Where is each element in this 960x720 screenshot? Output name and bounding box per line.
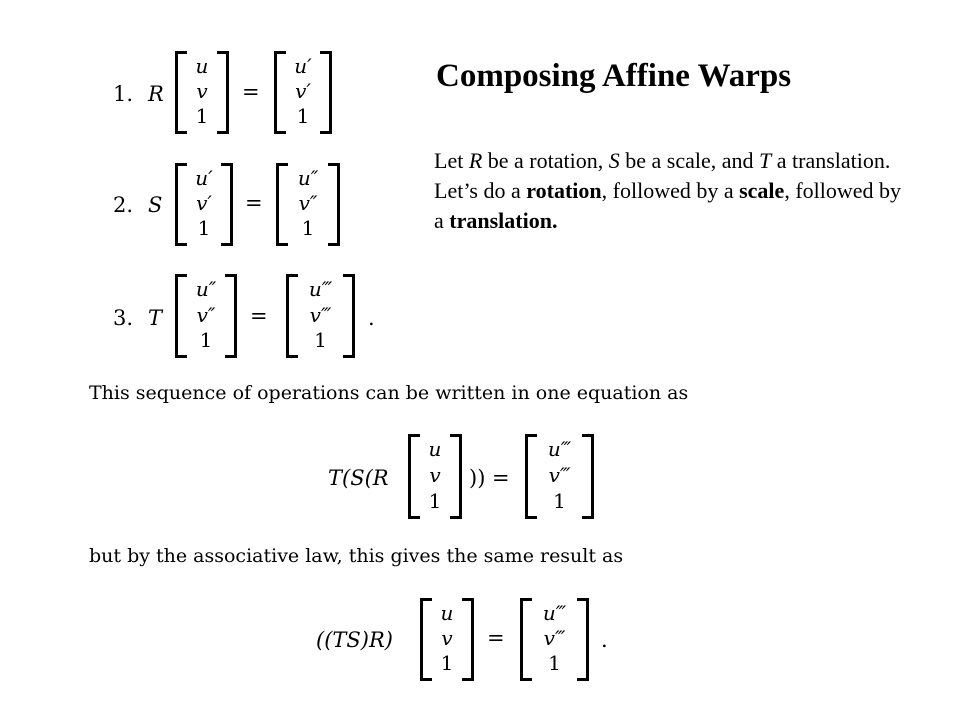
- matrix-cell: v: [196, 79, 208, 103]
- matrix-cell: u: [428, 437, 442, 461]
- matrix-cell: v‴: [543, 626, 566, 650]
- equation-number: 2.: [113, 193, 134, 217]
- matrix-lhs: [175, 51, 229, 134]
- body-sentence-2: but by the associative law, this gives the same result as: [89, 545, 624, 567]
- matrix-cell: u′: [294, 54, 312, 78]
- matrix-lhs: [420, 598, 474, 681]
- equation-number: 1.: [113, 82, 134, 106]
- matrix-cell: v′: [196, 191, 212, 215]
- matrix-cell: u: [195, 54, 209, 78]
- equals-sign: =: [245, 191, 263, 215]
- matrix-rhs: [525, 434, 594, 519]
- intro-text: a translation. Let’s do a: [434, 148, 891, 203]
- matrix-cell: v″: [298, 191, 318, 215]
- matrix-cell: u: [440, 601, 454, 625]
- matrix-cell: 1: [548, 651, 561, 675]
- matrix-cell: u‴: [542, 601, 567, 625]
- matrix-cell: u″: [195, 277, 217, 301]
- intro-text: , followed by a: [434, 178, 902, 233]
- equals-sign: =: [250, 304, 268, 328]
- matrix-rhs: [274, 51, 332, 134]
- matrix-cell: v′: [295, 79, 311, 103]
- matrix-cell: 1: [296, 104, 310, 128]
- matrix-lhs: [175, 163, 233, 246]
- matrix-cell: 1: [314, 328, 327, 352]
- matrix-cell: 1: [428, 489, 442, 513]
- period: .: [368, 306, 375, 330]
- var-r: R: [468, 148, 483, 173]
- matrix-cell: v″: [196, 303, 216, 327]
- intro-text: be a rotation,: [482, 148, 609, 173]
- body-sentence-1: This sequence of operations can be written in one equation as: [89, 382, 689, 404]
- equation-number: 3.: [113, 306, 134, 330]
- intro-text: Let: [434, 148, 469, 173]
- equals-sign: =: [242, 80, 260, 104]
- var-t: T: [759, 148, 772, 173]
- matrix-rhs: [520, 598, 589, 681]
- matrix-cell: u‴: [547, 437, 572, 461]
- period: .: [601, 628, 608, 652]
- var-s: S: [608, 148, 620, 173]
- matrix-lhs: [175, 274, 237, 358]
- matrix-cell: v: [441, 626, 453, 650]
- matrix-cell: 1: [440, 651, 454, 675]
- intro-text: be a scale, and: [619, 148, 760, 173]
- matrix-cell: u″: [297, 166, 319, 190]
- matrix-cell: 1: [553, 489, 566, 513]
- matrix-lhs: [408, 434, 462, 519]
- matrix-rhs: [276, 163, 340, 246]
- matrix-cell: 1: [301, 216, 315, 240]
- matrix-cell: v‴: [548, 463, 571, 487]
- matrix-cell: v‴: [309, 303, 332, 327]
- matrix-cell: u‴: [308, 277, 333, 301]
- matrix-cell: v: [429, 463, 441, 487]
- intro-text: , followed by a: [601, 178, 740, 203]
- equation-suffix: )) =: [469, 466, 510, 490]
- operator-t: T: [148, 306, 163, 330]
- slide-title: Composing Affine Warps: [436, 58, 792, 94]
- matrix-cell: 1: [197, 216, 211, 240]
- operator-r: R: [148, 82, 164, 106]
- keyword-rotation: rotation: [526, 178, 602, 203]
- matrix-cell: u′: [195, 166, 213, 190]
- equation-prefix: ((TS)R): [316, 628, 393, 652]
- matrix-rhs: [286, 274, 355, 358]
- operator-s: S: [148, 193, 163, 217]
- equals-sign: =: [487, 626, 505, 650]
- intro-paragraph: [434, 146, 904, 236]
- keyword-scale: scale: [739, 178, 785, 203]
- keyword-translation: translation.: [449, 208, 558, 233]
- matrix-cell: 1: [195, 104, 209, 128]
- matrix-cell: 1: [199, 328, 213, 352]
- equation-prefix: T(S(R: [328, 466, 389, 490]
